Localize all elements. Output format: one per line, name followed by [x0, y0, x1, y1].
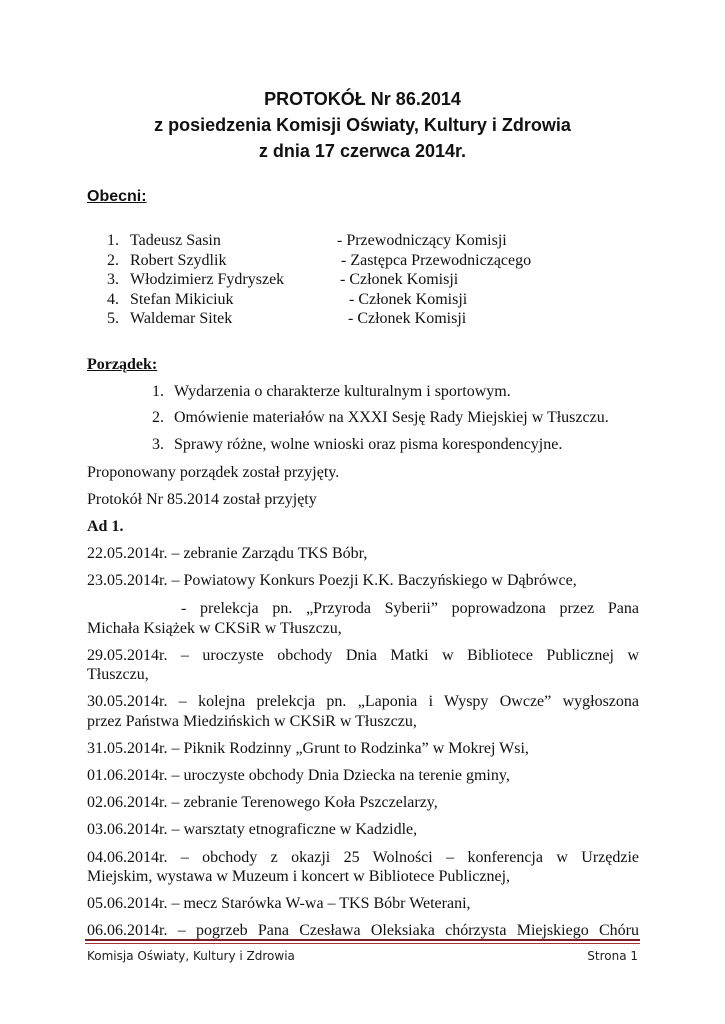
attendance-number: 5. [107, 310, 119, 327]
event-line: 04.06.2014r. – obchody z okazji 25 Wolności – konferencja w Urzędzie [87, 849, 639, 866]
agenda-item [0, 409, 725, 429]
protocol-accepted-text: Protokół Nr 85.2014 został przyjęty [87, 491, 317, 508]
footer-divider [85, 939, 640, 941]
attendance-name: Tadeusz Sasin [130, 232, 221, 249]
event-line: 29.05.2014r. – uroczyste obchody Dnia Matki w Bibliotece Publicznej w [87, 647, 639, 664]
protocol-subtitle: z posiedzenia Komisji Oświaty, Kultury i Zdrowia [154, 115, 571, 135]
event-line: 30.05.2014r. – kolejna prelekcja pn. „Laponia i Wyspy Owcze” wygłoszona [87, 693, 639, 710]
event-line: 05.06.2014r. – mecz Starówka W-wa – TKS Bóbr Weterani, [87, 895, 471, 912]
event-line: 31.05.2014r. – Piknik Rodzinny „Grunt to Rodzinka” w Mokrej Wsi, [87, 740, 529, 757]
protocol-title: PROTOKÓŁ Nr 86.2014 [264, 89, 461, 109]
attendance-name: Stefan Mikiciuk [130, 291, 234, 308]
attendance-item [0, 310, 725, 330]
attendance-number: 1. [107, 232, 119, 249]
agenda-text: Wydarzenia o charakterze kulturalnym i sportowym. [174, 383, 511, 400]
event-line: 06.06.2014r. – pogrzeb Pana Czesława Oleksiaka chórzysta Miejskiego Chóru [87, 922, 639, 939]
agenda-text: Omówienie materiałów na XXXI Sesję Rady Miejskiej w Tłuszczu. [174, 409, 609, 426]
attendance-number: 4. [107, 291, 119, 308]
agenda-accepted-text: Proponowany porządek został przyjęty. [87, 464, 340, 481]
attendance-number: 2. [107, 252, 119, 269]
attendance-role: - Zastępca Przewodniczącego [341, 252, 532, 269]
attendance-number: 3. [107, 271, 119, 288]
footer-page-number: Strona 1 [587, 949, 638, 963]
agenda-item [0, 436, 725, 456]
event-line: Michała Książek w CKSiR w Tłuszczu, [87, 620, 342, 637]
attendance-role: - Członek Komisji [340, 271, 459, 288]
event-line: - prelekcja pn. „Przyroda Syberii” poprowadzona przez Pana [181, 600, 639, 617]
agenda-item [0, 383, 725, 403]
attendance-heading: Obecni: [87, 188, 147, 205]
event-line: Miejskim, wystawa w Muzeum i koncert w Bibliotece Publicznej, [87, 868, 511, 885]
agenda-number: 1. [152, 383, 164, 400]
footer-divider-thin [85, 943, 640, 944]
event-line: 01.06.2014r. – uroczyste obchody Dnia Dziecka na terenie gminy, [87, 767, 510, 784]
event-line: 23.05.2014r. – Powiatowy Konkurs Poezji K.K. Baczyńskiego w Dąbrówce, [87, 572, 577, 589]
footer-committee-name: Komisja Oświaty, Kultury i Zdrowia [87, 949, 295, 963]
attendance-role: - Przewodniczący Komisji [337, 232, 507, 249]
attendance-name: Waldemar Sitek [130, 310, 233, 327]
event-line: 22.05.2014r. – zebranie Zarządu TKS Bóbr, [87, 545, 368, 562]
event-line: przez Państwa Miedzińskich w CKSiR w Tłuszczu, [87, 713, 417, 730]
attendance-item [0, 271, 725, 291]
attendance-name: Robert Szydlik [130, 252, 227, 269]
attendance-item [0, 232, 725, 252]
event-line: 02.06.2014r. – zebranie Terenowego Koła Pszczelarzy, [87, 794, 438, 811]
section-ad1-heading: Ad 1. [87, 518, 124, 535]
attendance-role: - Członek Komisji [349, 291, 468, 308]
agenda-number: 2. [152, 409, 164, 426]
agenda-text: Sprawy różne, wolne wnioski oraz pisma korespondencyjne. [174, 436, 563, 453]
attendance-name: Włodzimierz Fydryszek [130, 271, 285, 288]
agenda-number: 3. [152, 436, 164, 453]
agenda-heading: Porządek: [87, 356, 158, 373]
attendance-item [0, 291, 725, 311]
attendance-item [0, 252, 725, 272]
event-line: 03.06.2014r. – warsztaty etnograficzne w Kadzidle, [87, 821, 418, 838]
protocol-date: z dnia 17 czerwca 2014r. [258, 141, 467, 161]
attendance-role: - Członek Komisji [348, 310, 467, 327]
event-line: Tłuszczu, [87, 666, 149, 683]
